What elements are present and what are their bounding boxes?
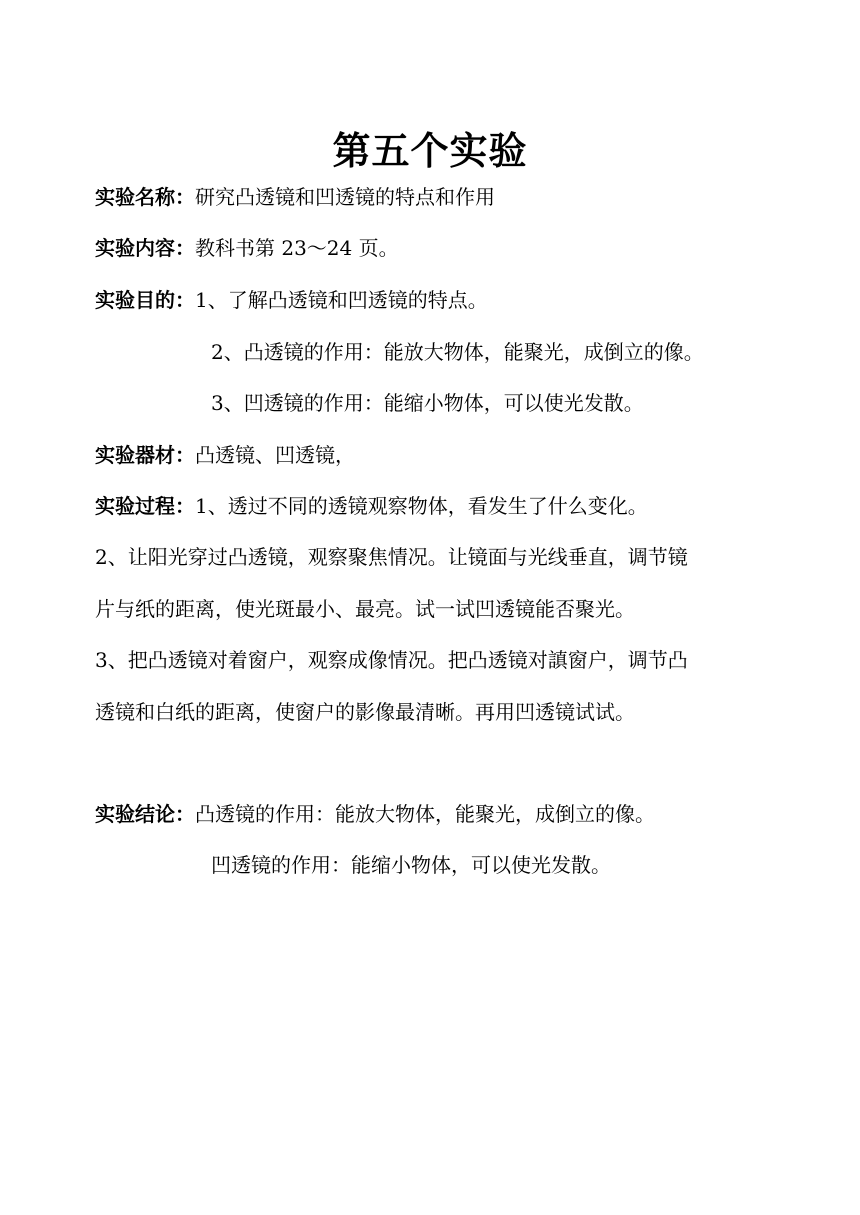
experiment-content-label: 实验内容： [95,236,195,260]
process-line-3: 片与纸的距离，使光斑最小、最亮。试一试凹透镜能否聚光。 [95,597,635,621]
experiment-equipment-text: 凸透镜、凹透镜， [195,443,355,467]
process-step-1: 1、透过不同的透镜观察物体，看发生了什么变化。 [195,494,648,518]
conclusion-line-2: 凹透镜的作用：能缩小物体，可以使光发散。 [211,853,611,877]
experiment-name-text: 研究凸透镜和凹透镜的特点和作用 [195,185,495,209]
experiment-name-label: 实验名称： [95,185,195,209]
experiment-equipment-label: 实验器材： [95,443,195,467]
experiment-content-text: 教科书第 23～24 页。 [195,236,399,260]
process-line-4: 3、把凸透镜对着窗户，观察成像情况。把凸透镜对謓窗户，调节凸 [95,648,688,672]
page-title: 第五个实验 [332,129,528,173]
experiment-process-label: 实验过程： [95,494,195,518]
experiment-conclusion-label: 实验结论： [95,802,195,826]
conclusion-line-1: 凸透镜的作用：能放大物体，能聚光，成倒立的像。 [195,802,655,826]
purpose-item-3: 3、凹透镜的作用：能缩小物体，可以使光发散。 [211,391,644,415]
process-line-2: 2、让阳光穿过凸透镜，观察聚焦情况。让镜面与光线垂直，调节镜 [95,545,688,569]
experiment-content-line [95,233,399,263]
experiment-conclusion-line [95,799,655,829]
experiment-equipment-line [95,440,355,470]
experiment-purpose-label: 实验目的： [95,288,195,312]
purpose-item-1: 1、了解凸透镜和凹透镜的特点。 [195,288,488,312]
experiment-process-line [95,491,648,521]
experiment-name-line [95,182,495,212]
experiment-purpose-line [95,285,488,315]
process-line-5: 透镜和白纸的距离，使窗户的影像最清晰。再用凹透镜试试。 [95,700,635,724]
purpose-item-2: 2、凸透镜的作用：能放大物体，能聚光，成倒立的像。 [211,340,704,364]
